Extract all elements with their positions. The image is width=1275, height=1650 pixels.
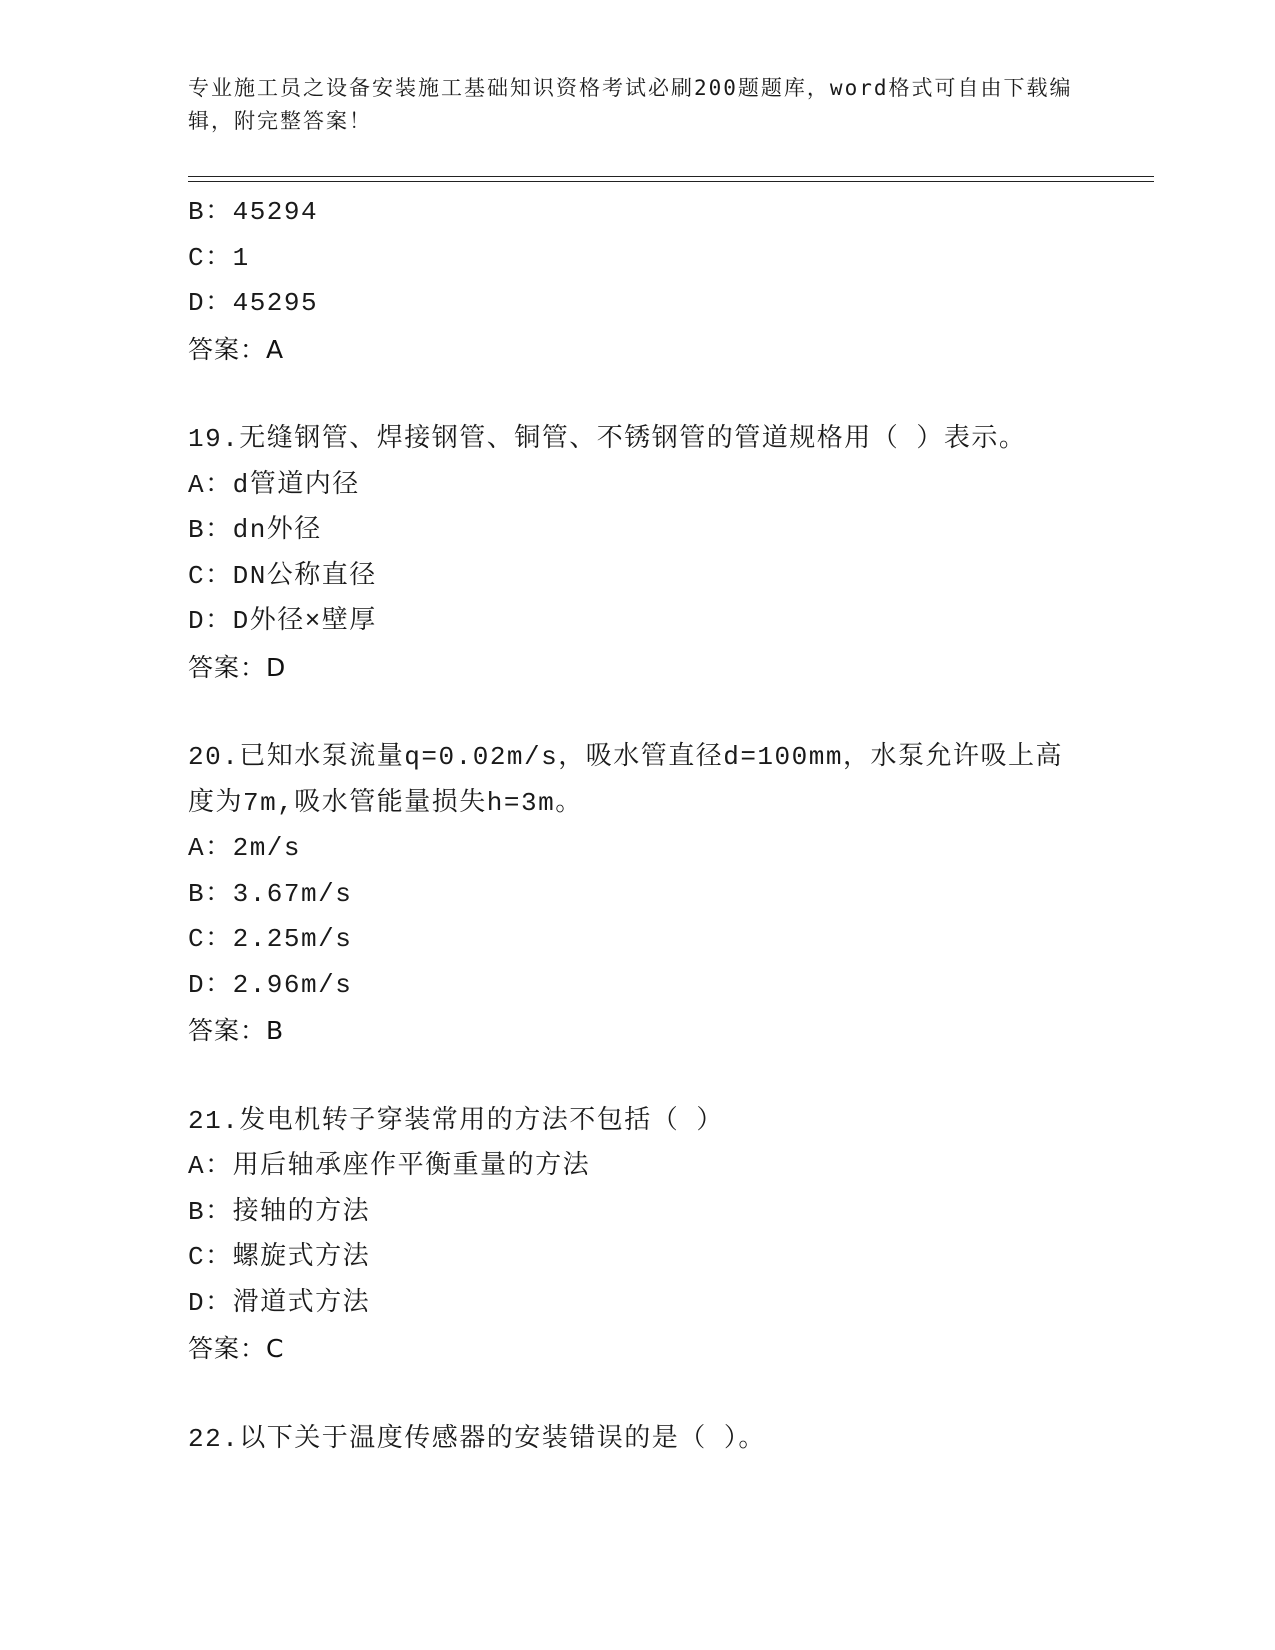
question-18-continued	[188, 190, 1138, 372]
option-b: B：dn外径	[188, 515, 322, 545]
option-d: D：滑道式方法	[188, 1287, 371, 1318]
option-d: D：45295	[188, 288, 319, 318]
header-divider-top	[188, 176, 1154, 177]
option-b: B：接轴的方法	[188, 1196, 371, 1227]
header-divider-bottom	[188, 181, 1154, 182]
answer-line: 答案：A	[188, 334, 285, 364]
question-text: 21.发电机转子穿装常用的方法不包括（ ）	[188, 1105, 724, 1136]
answer-line: 答案：C	[188, 1334, 285, 1363]
option-c: C：1	[188, 242, 250, 273]
option-d: D：D外径×壁厚	[188, 606, 377, 636]
question-list	[188, 190, 1138, 1462]
answer-line: 答案：D	[188, 652, 287, 682]
option-b: B：3.67m/s	[188, 878, 353, 909]
question-20	[188, 735, 1138, 1054]
question-text: 22.以下关于温度传感器的安装错误的是（ ）。	[188, 1423, 766, 1454]
option-b: B：45294	[188, 197, 319, 227]
question-21	[188, 1099, 1138, 1372]
question-19	[188, 417, 1138, 690]
option-a: A：d管道内径	[188, 469, 360, 500]
option-c: C：DN公称直径	[188, 560, 377, 591]
page-header-title: 专业施工员之设备安装施工基础知识资格考试必刷200题题库，word格式可自由下载编辑，附完整答案！	[188, 76, 1073, 133]
option-d: D：2.96m/s	[188, 969, 353, 1000]
option-c: C：螺旋式方法	[188, 1242, 371, 1272]
question-text: 19.无缝钢管、焊接钢管、铜管、不锈钢管的管道规格用（ ）表示。	[188, 424, 1027, 454]
option-c: C：2.25m/s	[188, 924, 353, 954]
option-a: A：用后轴承座作平衡重量的方法	[188, 1151, 591, 1181]
question-22	[188, 1417, 1138, 1463]
question-text: 20.已知水泵流量q=0.02m/s，吸水管直径d=100mm，水泵允许吸上高度为7m,吸水管能量损失h=3m。	[188, 742, 1063, 818]
option-a: A：2m/s	[188, 833, 302, 863]
answer-line: 答案：B	[188, 1016, 285, 1045]
